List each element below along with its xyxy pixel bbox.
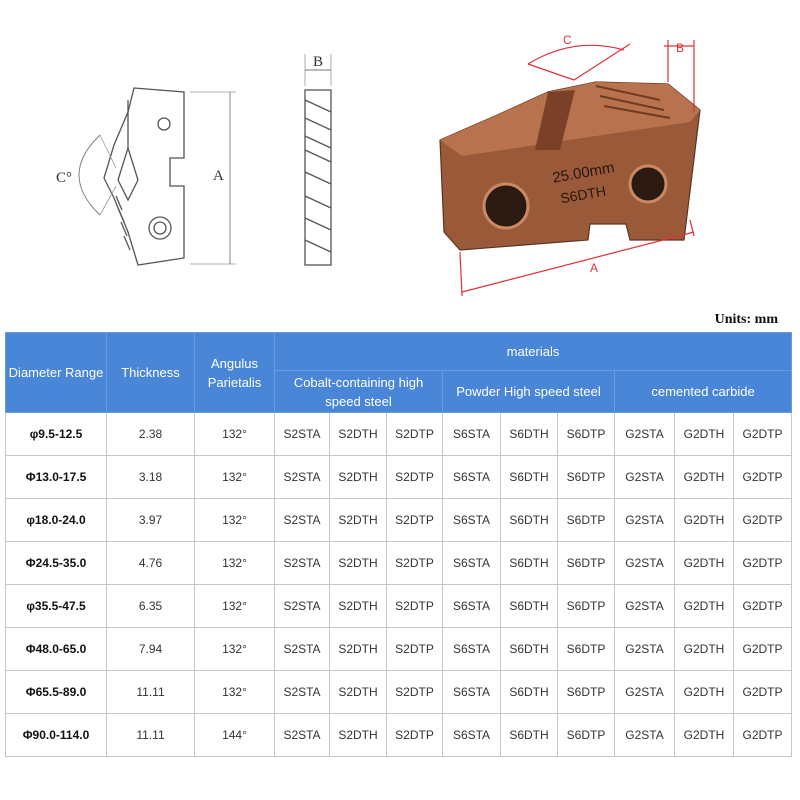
grade-cell: S6STA — [443, 714, 501, 757]
thickness-cell: 11.11 — [107, 714, 195, 757]
grade-cell: S2STA — [275, 456, 330, 499]
height-label: A — [213, 168, 224, 184]
grade-cell: S2DTH — [330, 542, 387, 585]
header-group-cobalt: Cobalt-containing high speed steel — [275, 371, 443, 413]
header-thickness: Thickness — [107, 333, 195, 413]
grade-cell: S6DTP — [558, 671, 615, 714]
thickness-cell: 11.11 — [107, 671, 195, 714]
insert-grade-text: S6DTH — [559, 182, 608, 207]
grade-cell: S6DTP — [558, 413, 615, 456]
photo-angle-label: C — [563, 33, 572, 47]
spec-table — [5, 332, 792, 757]
grade-cell: S6DTH — [501, 456, 558, 499]
grade-cell: G2DTP — [734, 456, 792, 499]
grade-cell: G2DTP — [734, 542, 792, 585]
header-group-powder: Powder High speed steel — [443, 371, 615, 413]
angle-cell: 132° — [195, 456, 275, 499]
thickness-cell: 2.38 — [107, 413, 195, 456]
grade-cell: S6DTP — [558, 456, 615, 499]
header-group-carbide: cemented carbide — [615, 371, 792, 413]
units-label: Units: mm — [714, 312, 778, 327]
grade-cell: G2STA — [615, 499, 675, 542]
grade-cell: S2DTP — [387, 671, 443, 714]
header-diameter: Diameter Range — [6, 333, 107, 413]
diameter-cell: φ9.5-12.5 — [6, 413, 107, 456]
grade-cell: S6DTH — [501, 628, 558, 671]
grade-cell: G2DTH — [675, 456, 734, 499]
insert-size-text: 25.00mm — [551, 159, 616, 187]
angle-cell: 132° — [195, 542, 275, 585]
grade-cell: S6STA — [443, 456, 501, 499]
grade-cell: S6DTP — [558, 542, 615, 585]
grade-cell: S2DTP — [387, 542, 443, 585]
diameter-cell: φ18.0-24.0 — [6, 499, 107, 542]
table-row — [6, 499, 792, 542]
header-angle: Angulus Parietalis — [195, 333, 275, 413]
grade-cell: S6STA — [443, 413, 501, 456]
header-row-1 — [6, 333, 792, 371]
grade-cell: S6DTH — [501, 714, 558, 757]
grade-cell: S2DTP — [387, 413, 443, 456]
grade-cell: S6DTH — [501, 671, 558, 714]
grade-cell: S2DTH — [330, 499, 387, 542]
grade-cell: G2DTP — [734, 585, 792, 628]
product-drawings — [0, 0, 800, 310]
table-body — [6, 413, 792, 757]
grade-cell: S2STA — [275, 671, 330, 714]
grade-cell: S2STA — [275, 542, 330, 585]
thickness-label: B — [313, 54, 324, 70]
grade-cell: G2DTH — [675, 585, 734, 628]
grade-cell: G2STA — [615, 671, 675, 714]
photo-length-label: A — [590, 261, 599, 275]
grade-cell: G2STA — [615, 628, 675, 671]
grade-cell: S2DTH — [330, 413, 387, 456]
diameter-cell: Φ65.5-89.0 — [6, 671, 107, 714]
grade-cell: S6DTH — [501, 585, 558, 628]
grade-cell: G2DTP — [734, 671, 792, 714]
grade-cell: S6STA — [443, 671, 501, 714]
grade-cell: S2STA — [275, 714, 330, 757]
grade-cell: G2STA — [615, 413, 675, 456]
grade-cell: S6DTH — [501, 413, 558, 456]
grade-cell: G2DTH — [675, 628, 734, 671]
grade-cell: G2STA — [615, 714, 675, 757]
grade-cell: S2DTP — [387, 456, 443, 499]
grade-cell: S2DTP — [387, 628, 443, 671]
grade-cell: S6STA — [443, 628, 501, 671]
grade-cell: S2DTH — [330, 714, 387, 757]
grade-cell: G2STA — [615, 542, 675, 585]
header-materials: materials — [275, 333, 792, 371]
angle-cell: 132° — [195, 499, 275, 542]
diameter-cell: φ35.5-47.5 — [6, 585, 107, 628]
grade-cell: G2DTH — [675, 413, 734, 456]
diameter-cell: Φ13.0-17.5 — [6, 456, 107, 499]
table-row — [6, 542, 792, 585]
grade-cell: S6DTP — [558, 628, 615, 671]
diameter-cell: Φ90.0-114.0 — [6, 714, 107, 757]
grade-cell: S6DTH — [501, 499, 558, 542]
thickness-cell: 4.76 — [107, 542, 195, 585]
grade-cell: G2DTH — [675, 714, 734, 757]
grade-cell: G2DTH — [675, 499, 734, 542]
thickness-cell: 3.97 — [107, 499, 195, 542]
grade-cell: G2DTP — [734, 714, 792, 757]
grade-cell: S2STA — [275, 499, 330, 542]
grade-cell: G2DTH — [675, 671, 734, 714]
angle-cell: 132° — [195, 671, 275, 714]
grade-cell: S2STA — [275, 628, 330, 671]
thickness-cell: 3.18 — [107, 456, 195, 499]
grade-cell: S2DTP — [387, 714, 443, 757]
grade-cell: S2DTH — [330, 585, 387, 628]
thickness-cell: 6.35 — [107, 585, 195, 628]
grade-cell: S6DTP — [558, 714, 615, 757]
grade-cell: S6DTH — [501, 542, 558, 585]
grade-cell: G2DTP — [734, 499, 792, 542]
side-view-drawing — [305, 54, 331, 265]
table-row — [6, 456, 792, 499]
grade-cell: G2DTH — [675, 542, 734, 585]
grade-cell: S2STA — [275, 585, 330, 628]
table-row — [6, 628, 792, 671]
grade-cell: G2STA — [615, 585, 675, 628]
grade-cell: S6STA — [443, 499, 501, 542]
grade-cell: S2DTH — [330, 628, 387, 671]
grade-cell: G2DTP — [734, 413, 792, 456]
drawings-svg — [0, 0, 800, 310]
table-row — [6, 585, 792, 628]
grade-cell: G2DTP — [734, 628, 792, 671]
grade-cell: S2STA — [275, 413, 330, 456]
photo-thickness-label: B — [676, 41, 685, 55]
thickness-cell: 7.94 — [107, 628, 195, 671]
table-row — [6, 413, 792, 456]
angle-label: C° — [56, 170, 73, 186]
angle-cell: 132° — [195, 413, 275, 456]
grade-cell: S6DTP — [558, 499, 615, 542]
grade-cell: S2DTH — [330, 671, 387, 714]
angle-cell: 144° — [195, 714, 275, 757]
angle-cell: 132° — [195, 628, 275, 671]
grade-cell: S6DTP — [558, 585, 615, 628]
grade-cell: S6STA — [443, 585, 501, 628]
grade-cell: S6STA — [443, 542, 501, 585]
grade-cell: G2STA — [615, 456, 675, 499]
diameter-cell: Φ48.0-65.0 — [6, 628, 107, 671]
table-row — [6, 714, 792, 757]
grade-cell: S2DTP — [387, 585, 443, 628]
grade-cell: S2DTP — [387, 499, 443, 542]
angle-cell: 132° — [195, 585, 275, 628]
diameter-cell: Φ24.5-35.0 — [6, 542, 107, 585]
grade-cell: S2DTH — [330, 456, 387, 499]
table-row — [6, 671, 792, 714]
